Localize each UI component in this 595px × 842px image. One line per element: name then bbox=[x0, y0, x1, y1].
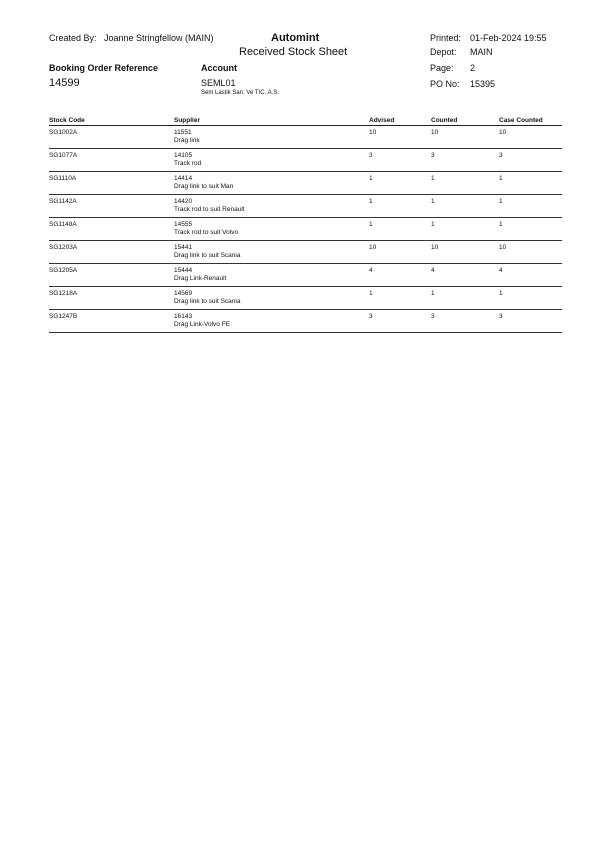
booking-ref-label: Booking Order Reference bbox=[49, 63, 159, 73]
supplier-cell bbox=[174, 126, 369, 149]
supplier-code: 15444 bbox=[174, 267, 193, 274]
table-row bbox=[49, 310, 562, 333]
stock-code: SG1247B bbox=[49, 310, 174, 333]
po-label: PO No: bbox=[430, 79, 460, 89]
col-advised: Advised bbox=[369, 114, 431, 126]
counted-qty: 1 bbox=[431, 218, 499, 241]
advised-qty: 1 bbox=[369, 218, 431, 241]
case-counted-qty: 1 bbox=[499, 287, 562, 310]
stock-code: SG1077A bbox=[49, 149, 174, 172]
table-row bbox=[49, 172, 562, 195]
counted-qty: 4 bbox=[431, 264, 499, 287]
case-counted-qty: 3 bbox=[499, 310, 562, 333]
supplier-cell bbox=[174, 149, 369, 172]
table-row bbox=[49, 218, 562, 241]
table-row bbox=[49, 287, 562, 310]
supplier-code: 14105 bbox=[174, 152, 193, 159]
created-by-value: Joanne Stringfellow (MAIN) bbox=[104, 33, 214, 43]
supplier-cell bbox=[174, 218, 369, 241]
supplier-cell bbox=[174, 287, 369, 310]
advised-qty: 1 bbox=[369, 195, 431, 218]
table-row bbox=[49, 149, 562, 172]
depot-label: Depot: bbox=[430, 47, 457, 57]
supplier-code: 15441 bbox=[174, 244, 193, 251]
booking-ref-value: 14599 bbox=[49, 77, 80, 89]
advised-qty: 10 bbox=[369, 126, 431, 149]
table-row bbox=[49, 241, 562, 264]
po-value: 15395 bbox=[470, 79, 496, 89]
case-counted-qty: 3 bbox=[499, 149, 562, 172]
supplier-cell bbox=[174, 241, 369, 264]
case-counted-qty: 1 bbox=[499, 195, 562, 218]
page-label: Page: bbox=[430, 63, 454, 73]
supplier-code: 14555 bbox=[174, 221, 193, 228]
supplier-cell bbox=[174, 195, 369, 218]
case-counted-qty: 1 bbox=[499, 218, 562, 241]
item-description: Drag Link-Volvo FE bbox=[174, 321, 230, 328]
depot-value: MAIN bbox=[470, 47, 493, 57]
item-description: Drag link bbox=[174, 137, 200, 144]
table-row bbox=[49, 264, 562, 287]
printed-label: Printed: bbox=[430, 33, 462, 43]
stock-code: SG1148A bbox=[49, 218, 174, 241]
table-header-row bbox=[49, 114, 562, 126]
stock-code: SG1142A bbox=[49, 195, 174, 218]
counted-qty: 3 bbox=[431, 310, 499, 333]
counted-qty: 1 bbox=[431, 172, 499, 195]
item-description: Drag link to suit Man bbox=[174, 183, 234, 190]
printed-value: 01-Feb-2024 19:55 bbox=[470, 33, 547, 43]
stock-code: SG1002A bbox=[49, 126, 174, 149]
case-counted-qty: 10 bbox=[499, 126, 562, 149]
company-name: Automint bbox=[271, 32, 320, 44]
counted-qty: 1 bbox=[431, 287, 499, 310]
supplier-code: 16143 bbox=[174, 313, 193, 320]
col-stock-code: Stock Code bbox=[49, 114, 174, 126]
advised-qty: 3 bbox=[369, 310, 431, 333]
page-number: 2 bbox=[470, 63, 476, 73]
item-description: Track rod to suit Volvo bbox=[174, 229, 239, 236]
stock-code: SG1203A bbox=[49, 241, 174, 264]
account-name: Sem Lastik San. Ve TIC. A.S. bbox=[201, 90, 279, 96]
item-description: Track rod to suit Renault bbox=[174, 206, 245, 213]
case-counted-qty: 1 bbox=[499, 172, 562, 195]
advised-qty: 1 bbox=[369, 287, 431, 310]
stock-code: SG1205A bbox=[49, 264, 174, 287]
col-case-counted: Case Counted bbox=[499, 114, 562, 126]
item-description: Drag link to suit Scania bbox=[174, 252, 241, 259]
counted-qty: 3 bbox=[431, 149, 499, 172]
advised-qty: 1 bbox=[369, 172, 431, 195]
col-counted: Counted bbox=[431, 114, 499, 126]
advised-qty: 3 bbox=[369, 149, 431, 172]
supplier-cell bbox=[174, 172, 369, 195]
item-description: Drag link to suit Scania bbox=[174, 298, 241, 305]
table-row bbox=[49, 195, 562, 218]
supplier-code: 11551 bbox=[174, 129, 192, 136]
case-counted-qty: 10 bbox=[499, 241, 562, 264]
counted-qty: 10 bbox=[431, 241, 499, 264]
item-description: Track rod bbox=[174, 160, 202, 167]
supplier-cell bbox=[174, 310, 369, 333]
supplier-code: 14420 bbox=[174, 198, 193, 205]
stock-code: SG1218A bbox=[49, 287, 174, 310]
stock-table bbox=[49, 114, 562, 333]
supplier-cell bbox=[174, 264, 369, 287]
case-counted-qty: 4 bbox=[499, 264, 562, 287]
table-row bbox=[49, 126, 562, 149]
account-label: Account bbox=[201, 63, 237, 73]
supplier-code: 14569 bbox=[174, 290, 193, 297]
supplier-code: 14414 bbox=[174, 175, 193, 182]
stock-code: SG1110A bbox=[49, 172, 174, 195]
created-by-label: Created By: bbox=[49, 33, 97, 43]
advised-qty: 4 bbox=[369, 264, 431, 287]
counted-qty: 1 bbox=[431, 195, 499, 218]
sheet-title: Received Stock Sheet bbox=[239, 46, 348, 58]
advised-qty: 10 bbox=[369, 241, 431, 264]
col-supplier: Supplier bbox=[174, 114, 369, 126]
item-description: Drag Link-Renault bbox=[174, 275, 227, 282]
counted-qty: 10 bbox=[431, 126, 499, 149]
account-code: SEML01 bbox=[201, 78, 236, 88]
